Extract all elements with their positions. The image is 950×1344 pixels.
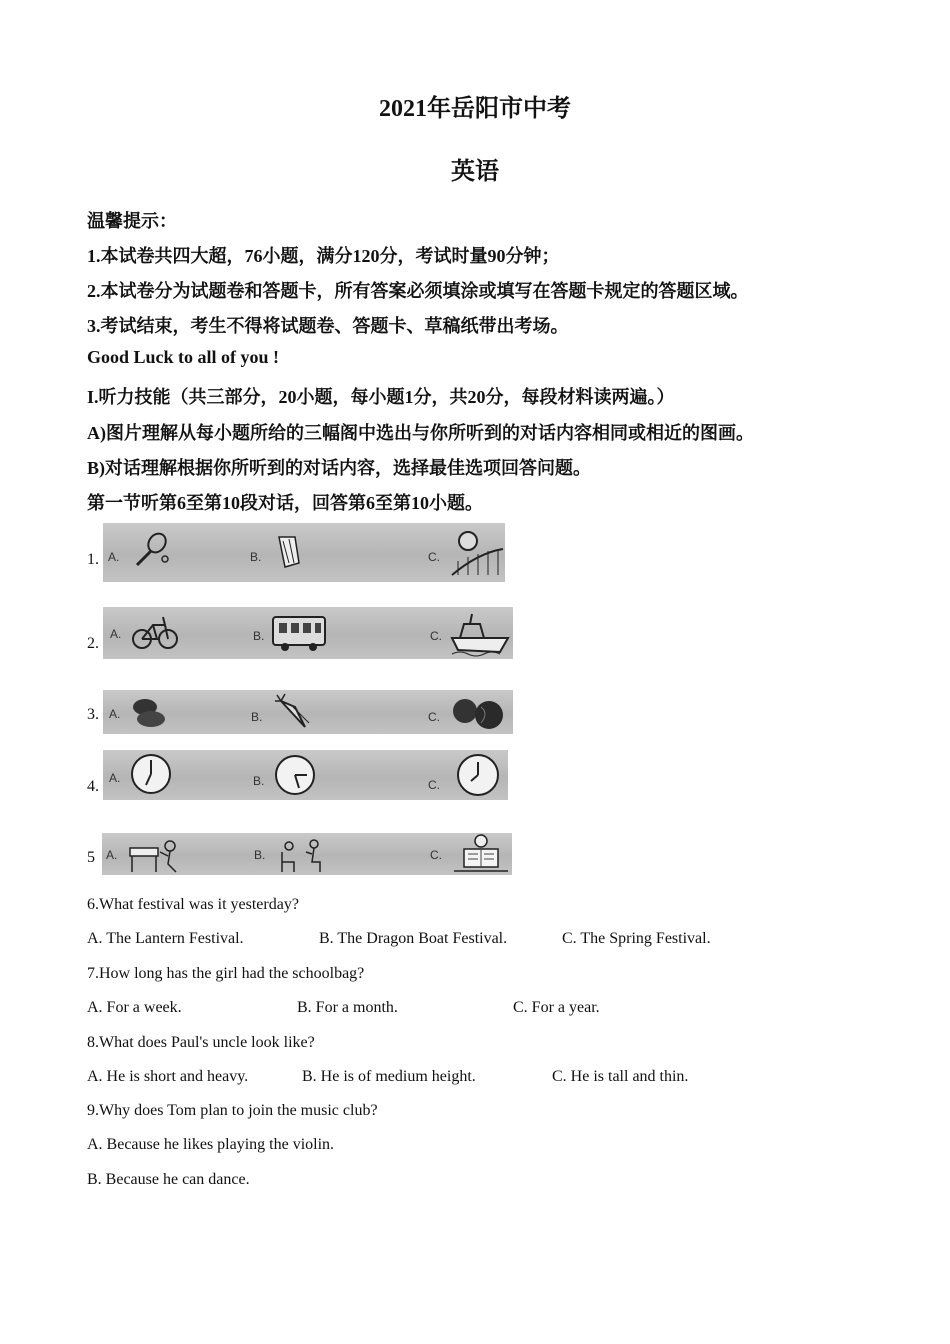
- option-label-a: A.: [109, 771, 121, 785]
- clock-icon: [129, 752, 173, 796]
- notice-line-2: 2.本试卷分为试题卷和答题卡，所有答案必须填涂或填写在答题卡规定的答题区域。: [87, 281, 749, 301]
- ship-icon: [450, 610, 512, 656]
- question-9-option-b: B. Because he can dance.: [87, 1171, 250, 1188]
- option-label-b: B.: [251, 710, 263, 724]
- badminton-shuttlecock-icon: [275, 533, 305, 573]
- section-heading: I.听力技能（共三部分，20小题，每小题1分，共20分，每段材料读两遍。）: [87, 387, 675, 407]
- question-6-option-b: B. The Dragon Boat Festival.: [319, 930, 508, 947]
- option-label-b: B.: [250, 550, 262, 564]
- question-6-option-c: C. The Spring Festival.: [562, 930, 711, 947]
- exam-title: 2021年岳阳市中考: [379, 96, 571, 122]
- option-label-c: C.: [430, 848, 442, 862]
- picture-question-number: 4.: [87, 778, 99, 795]
- question-9-option-a: A. Because he likes playing the violin.: [87, 1136, 335, 1153]
- option-label-b: B.: [253, 629, 265, 643]
- notice-heading: 温馨提示：: [87, 211, 177, 231]
- potatoes-icon: [131, 695, 171, 729]
- picture-strip-5: [102, 833, 512, 875]
- picture-question-number: 1.: [87, 551, 99, 568]
- picture-question-number: 2.: [87, 635, 99, 652]
- piano-player-icon: [128, 834, 180, 874]
- part-b-first-section: 第一节听第6至第10段对话，回答第6至第10小题。: [87, 493, 483, 513]
- notice-line-1: 1.本试卷共四大超，76小题，满分120分，考试时量90分钟；: [87, 246, 560, 266]
- picture-strip-2: [103, 607, 513, 659]
- question-7: 7.How long has the girl had the schoolbag?: [87, 965, 365, 982]
- reading-person-icon: [452, 833, 510, 875]
- question-7-option-b: B. For a month.: [297, 999, 398, 1016]
- clock-icon: [455, 752, 501, 798]
- picture-strip-4: [103, 750, 508, 800]
- two-people-chairs-icon: [276, 834, 326, 874]
- question-8: 8.What does Paul's uncle look like?: [87, 1034, 315, 1051]
- picture-strip-3: [103, 690, 513, 734]
- question-8-option-b: B. He is of medium height.: [302, 1068, 476, 1085]
- question-8-option-a: A. He is short and heavy.: [87, 1068, 249, 1085]
- picture-question-number: 5: [87, 849, 95, 866]
- bus-icon: [271, 611, 327, 653]
- question-8-option-c: C. He is tall and thin.: [552, 1068, 689, 1085]
- option-label-a: A.: [108, 550, 120, 564]
- part-a-instruction: A)图片理解从每小题所给的三幅阁中选出与你所听到的对话内容相同或相近的图画。: [87, 423, 754, 443]
- option-label-a: A.: [110, 627, 122, 641]
- option-label-b: B.: [254, 848, 266, 862]
- volleyball-net-icon: [448, 527, 503, 579]
- option-label-c: C.: [428, 550, 440, 564]
- notice-line-3: 3.考试结束，考生不得将试题卷、答题卡、草稿纸带出考场。: [87, 316, 569, 336]
- question-7-option-c: C. For a year.: [513, 999, 600, 1016]
- picture-strip-1: [103, 523, 505, 582]
- picture-question-number: 3.: [87, 706, 99, 723]
- question-7-option-a: A. For a week.: [87, 999, 182, 1016]
- carrots-icon: [275, 693, 315, 733]
- part-b-instruction: B)对话理解根据你所听到的对话内容，选择最佳选项回答问题。: [87, 458, 591, 478]
- cabbage-icon: [451, 693, 513, 733]
- question-6: 6.What festival was it yesterday?: [87, 896, 299, 913]
- option-label-a: A.: [109, 707, 121, 721]
- option-label-c: C.: [428, 778, 440, 792]
- clock-icon: [273, 753, 317, 797]
- bicycle-icon: [131, 611, 181, 653]
- question-9: 9.Why does Tom plan to join the music club?: [87, 1102, 378, 1119]
- option-label-c: C.: [430, 629, 442, 643]
- option-label-a: A.: [106, 848, 118, 862]
- tennis-racket-icon: [131, 531, 171, 571]
- good-luck: Good Luck to all of you !: [87, 347, 280, 367]
- option-label-b: B.: [253, 774, 265, 788]
- subject-title: 英语: [451, 159, 499, 185]
- option-label-c: C.: [428, 710, 440, 724]
- question-6-option-a: A. The Lantern Festival.: [87, 930, 244, 947]
